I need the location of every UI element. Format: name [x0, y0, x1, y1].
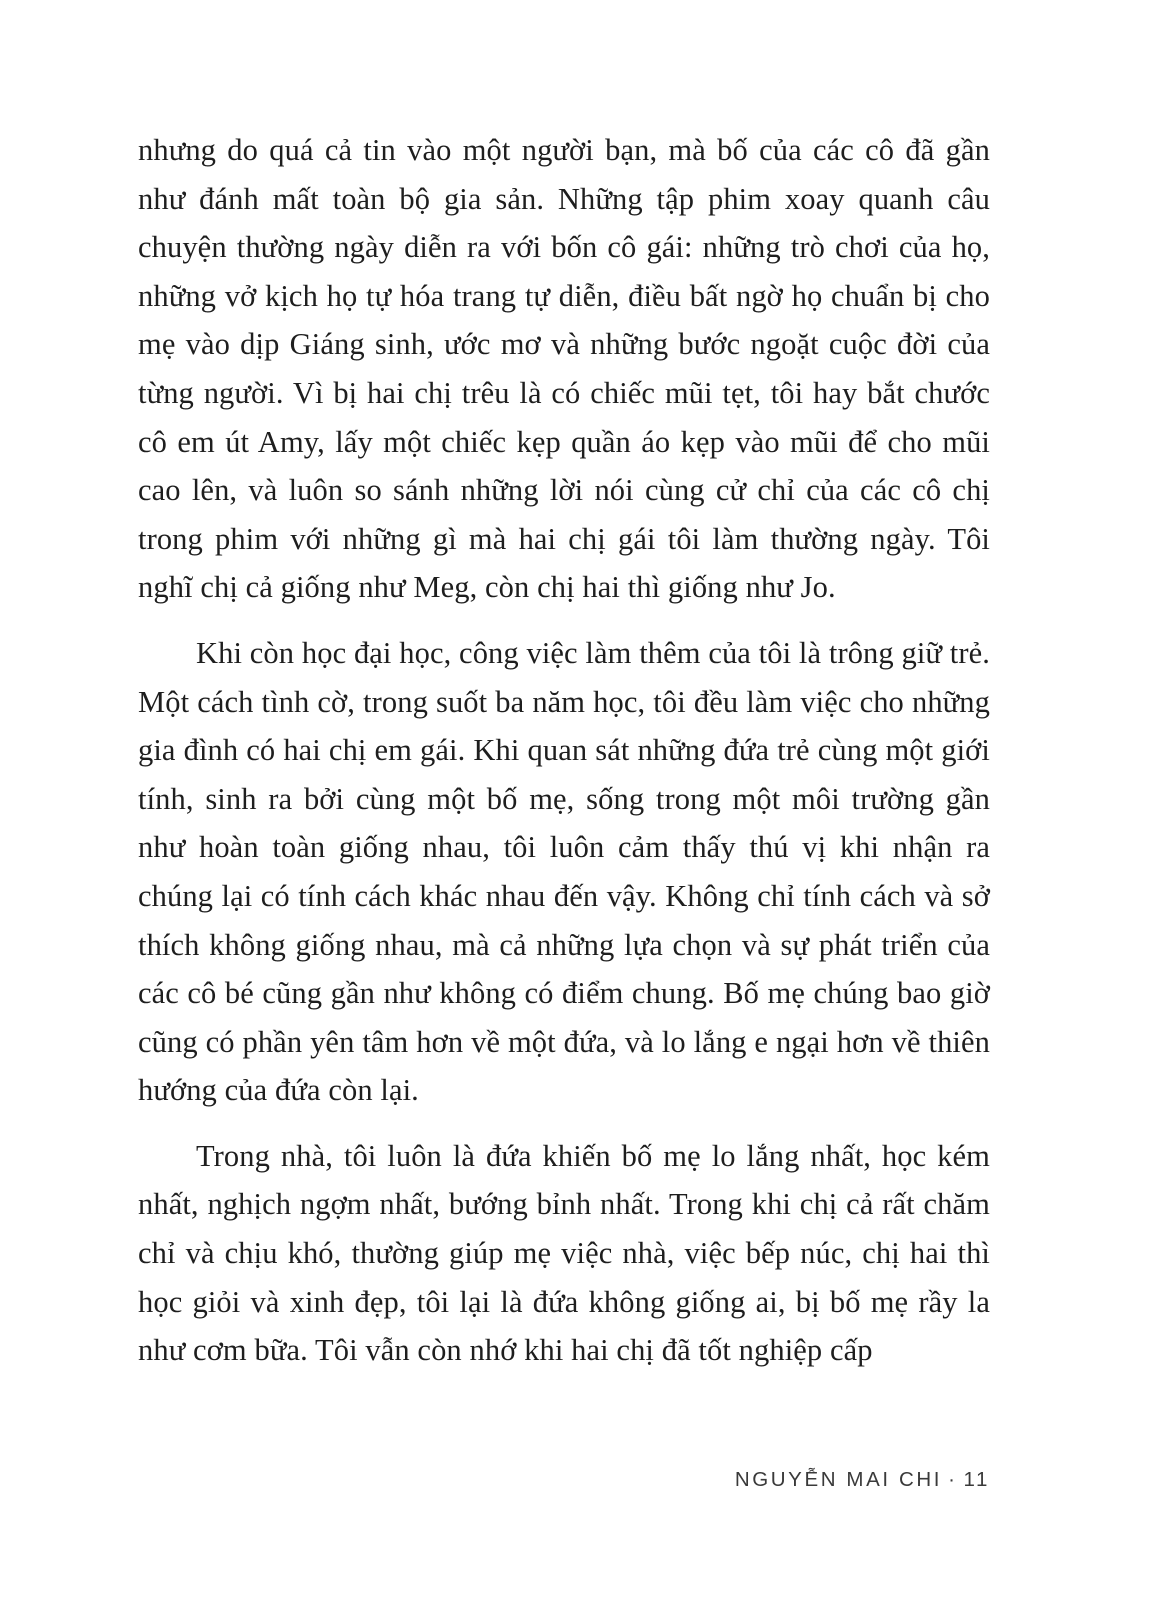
paragraph: Trong nhà, tôi luôn là đứa khiến bố mẹ lo lắng nhất, học kém nhất, nghịch ngợm nhất, bướng bỉnh nhất. Trong khi chị cả rất chăm chỉ và chịu khó, thường giúp mẹ việc nhà, việc bếp núc, chị hai thì học giỏi và xinh đẹp, tôi lại là đứa không giống ai, bị bố mẹ rầy la như cơm bữa. Tôi vẫn còn nhớ khi hai chị đã tốt nghiệp cấp: [138, 1138, 990, 1368]
paragraph: Khi còn học đại học, công việc làm thêm của tôi là trông giữ trẻ. Một cách tình cờ, trong suốt ba năm học, tôi đều làm việc cho những gia đình có hai chị em gái. Khi quan sát những đứa trẻ cùng một giới tính, sinh ra bởi cùng một bố mẹ, sống trong một môi trường gần như hoàn toàn giống nhau, tôi luôn cảm thấy thú vị khi nhận ra chúng lại có tính cách khác nhau đến vậy. Không chỉ tính cách và sở thích không giống nhau, mà cả những lựa chọn và sự phát triển của các cô bé cũng gần như không có điểm chung. Bố mẹ chúng bao giờ cũng có phần yên tâm hơn về một đứa, và lo lắng e ngại hơn về thiên hướng của đứa còn lại.: [138, 635, 990, 1108]
footer-separator: ·: [948, 1468, 958, 1491]
page-number: 11: [963, 1468, 990, 1491]
footer-author: NGUYỄN MAI CHI: [734, 1468, 943, 1491]
paragraph: nhưng do quá cả tin vào một người bạn, mà bố của các cô đã gần như đánh mất toàn bộ gia sản. Những tập phim xoay quanh câu chuyện thường ngày diễn ra với bốn cô gái: những trò chơi của họ, những vở kịch họ tự hóa trang tự diễn, điều bất ngờ họ chuẩn bị cho mẹ vào dịp Giáng sinh, ước mơ và những bước ngoặt cuộc đời của từng người. Vì bị hai chị trêu là có chiếc mũi tẹt, tôi hay bắt chước cô em út Amy, lấy một chiếc kẹp quần áo kẹp vào mũi để cho mũi cao lên, và luôn so sánh những lời nói cùng cử chỉ của các cô chị trong phim với những gì mà hai chị gái tôi làm thường ngày. Tôi nghĩ chị cả giống như Meg, còn chị hai thì giống như Jo.: [138, 133, 990, 605]
page-footer: [735, 1468, 990, 1492]
page-text-block: [138, 126, 990, 1392]
